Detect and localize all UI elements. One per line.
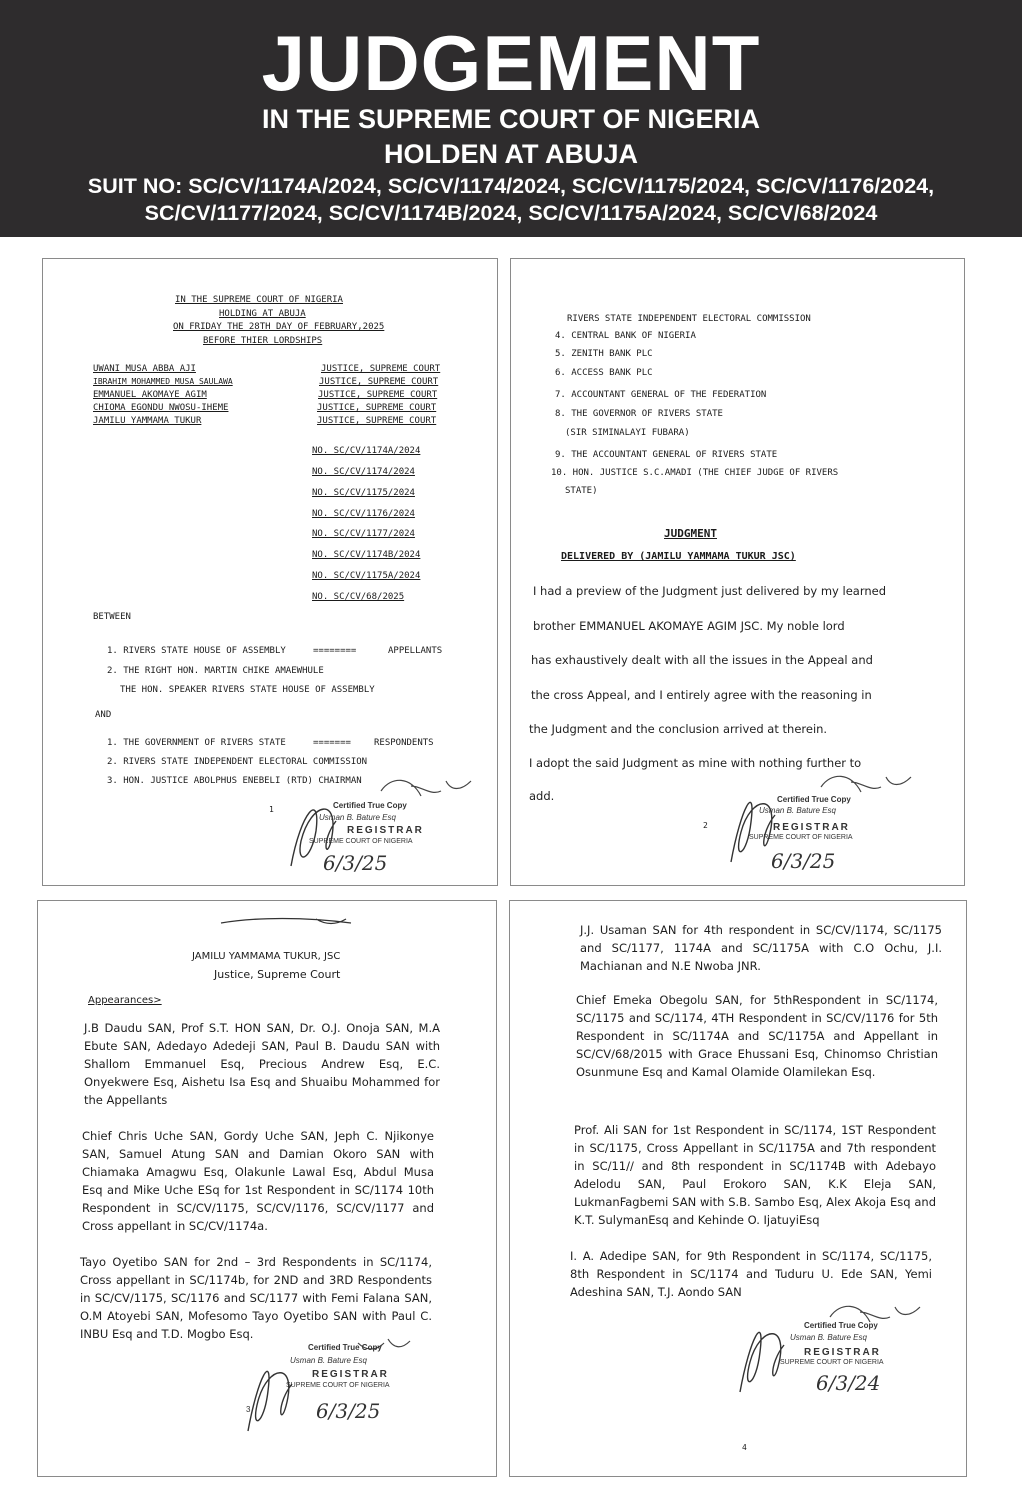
judge-title: JUSTICE, SUPREME COURT (317, 403, 437, 413)
certified-stamp (228, 1321, 458, 1471)
judgment-text-line: the Judgment and the conclusion arrived at therein. (529, 722, 828, 736)
page-number: 3 (246, 1405, 251, 1414)
stamp-line-2: Usman B. Bature Esq (759, 806, 836, 815)
stamp-line-1: Certified True Copy (333, 801, 407, 810)
stamp-line-3: REGISTRAR (347, 825, 424, 836)
appellants-label: APPELLANTS (388, 646, 443, 656)
suit-number: NO. SC/CV/1177/2024 (312, 529, 415, 539)
and-label: AND (95, 710, 112, 720)
stamp-line-4: SUPREME COURT OF NIGERIA (780, 1359, 884, 1366)
suit-number: NO. SC/CV/68/2025 (312, 592, 405, 602)
suit-number: NO. SC/CV/1176/2024 (312, 509, 415, 519)
page-number: 1 (269, 805, 274, 814)
suit-number: NO. SC/CV/1175A/2024 (312, 571, 421, 581)
suit-number: NO. SC/CV/1175/2024 (312, 488, 415, 498)
p1-heading-line: HOLDING AT ABUJA (219, 309, 306, 319)
appearance-paragraph: Prof. Ali SAN for 1st Respondent in SC/1174, 1ST Respondent in SC/1175, Cross Appellant in SC/1175A and 7th respondent in SC/11// and 8th respondent in SC/1174B with Adebayo Adelodu SAN, Paul Erokoro SAN, K.K Eleja SAN, LukmanFagbemi SAN with S.B. Sambo Esq, Alex Akoja Esq and K.T. SulymanEsq and Kehinde O. IjatuyiEsq (574, 1123, 936, 1227)
signature-stroke (216, 913, 356, 929)
stamp-line-4: SUPREME COURT OF NIGERIA (749, 834, 853, 841)
appearance-paragraph: Chief Chris Uche SAN, Gordy Uche SAN, Jeph C. Njikonye SAN, Samuel Atung SAN and Damian Okoro SAN with Chiamaka Amagwu Esq, Olakunle Lawal Esq, Abdul Musa Esq and Mike Uche ESq for 1st Respondent in SC/1174 10th Respondent in SC/CV/1175, SC/CV/1176, SC/CV/1177 and Cross appellant in SC/CV/1174a. (82, 1129, 434, 1233)
banner-holden: HOLDEN AT ABUJA (384, 139, 638, 169)
party-line: 4. CENTRAL BANK OF NIGERIA (555, 331, 696, 341)
judge-title: JUSTICE, SUPREME COURT (319, 377, 439, 387)
delivered-by: DELIVERED BY (JAMILU YAMMAMA TUKUR JSC) (561, 551, 796, 562)
p1-heading-line: BEFORE THIER LORDSHIPS (203, 336, 323, 346)
page-number: 4 (742, 1443, 747, 1452)
banner-title: JUDGEMENT (261, 19, 761, 107)
respondents-dashes: ======= (313, 738, 351, 748)
appearance-paragraph: Tayo Oyetibo SAN for 2nd – 3rd Respondents in SC/1174, Cross appellant in SC/1174b, for 2ND and 3RD Respondents in SC/CV/1175, SC/1176 and SC/1177 with Femi Falana SAN, O.M Atoyebi SAN, Mofesomo Tayo Oyetibo SAN with Paul C. INBU Esq and T.D. Mogbo Esq. (80, 1255, 432, 1341)
stamp-line-2: Usman B. Bature Esq (319, 813, 396, 822)
judge-name: CHIOMA EGONDU NWOSU-IHEME (93, 403, 229, 413)
party-line: (SIR SIMINALAYI FUBARA) (565, 428, 690, 438)
stamp-line-1: Certified True Copy (777, 795, 851, 804)
respondent-line: 3. HON. JUSTICE ABOLPHUS ENEBELI (RTD) CHAIRMAN (107, 776, 362, 786)
appellant-line: THE HON. SPEAKER RIVERS STATE HOUSE OF ASSEMBLY (120, 685, 375, 695)
signatory-name: JAMILU YAMMAMA TUKUR, JSC (192, 951, 341, 962)
appearance-paragraph: I. A. Adedipe SAN, for 9th Respondent in SC/1174, SC/1175, 8th Respondent in SC/1174 and Tuduru U. Ede SAN, Yemi Adeshina SAN, T.J. Aondo SAN (570, 1249, 932, 1299)
suit-number: NO. SC/CV/1174A/2024 (312, 446, 421, 456)
judge-title: JUSTICE, SUPREME COURT (317, 416, 437, 426)
stamp-date: 6/3/25 (316, 1399, 381, 1423)
appearance-paragraph: J.B Daudu SAN, Prof S.T. HON SAN, Dr. O.J. Onoja SAN, M.A Ebute SAN, Adedayo Adedeji SAN, Paul B. Daudu SAN with Shallom Emmanuel Esq, Precious Andrew Esq, E.C. Onyekwere Esq, Aishetu Isa Esq and Shuaibu Mohammed for the Appellants (84, 1021, 440, 1107)
certified-stamp (711, 767, 931, 879)
judgment-text-line: I had a preview of the Judgment just delivered by my learned (533, 584, 887, 598)
signatory-title: Justice, Supreme Court (214, 968, 341, 981)
appellant-line: 2. THE RIGHT HON. MARTIN CHIKE AMAEWHULE (107, 666, 324, 676)
stamp-line-4: SUPREME COURT OF NIGERIA (286, 1382, 390, 1389)
judge-name: JAMILU YAMMAMA TUKUR (93, 416, 202, 426)
certified-stamp (261, 771, 481, 881)
appearance-paragraph: Chief Emeka Obegolu SAN, for 5thRespondent in SC/1174, SC/1175 and SC/1174, 4TH Respondent in SC/CV/1176 for 5th Respondent in SC/1174A and SC/1175A and Appellant in SC/CV/68/2015 with Grace Ehussani Esq, Chinomso Christian Osunmune Esq and Kamal Olamide Olamilekan Esq. (576, 993, 938, 1079)
judge-title: JUSTICE, SUPREME COURT (321, 364, 441, 374)
suit-number: NO. SC/CV/1174B/2024 (312, 550, 421, 560)
document-page-2 (510, 258, 965, 886)
appearance-paragraph: J.J. Usaman SAN for 4th respondent in SC/CV/1174, SC/1175 and SC/1177, 1174A and SC/1175A with C.O Ochu, J.I. Machianan and N.E Nwoba JNR. (580, 923, 942, 973)
document-page-1 (42, 258, 498, 886)
appellant-line: 1. RIVERS STATE HOUSE OF ASSEMBLY (107, 646, 286, 656)
judge-name: UWANI MUSA ABBA AJI (93, 364, 196, 374)
stamp-line-2: Usman B. Bature Esq (790, 1333, 867, 1342)
party-line: 7. ACCOUNTANT GENERAL OF THE FEDERATION (555, 390, 767, 400)
stamp-date: 6/3/24 (816, 1371, 881, 1395)
judgment-text-line: has exhaustively dealt with all the issues in the Appeal and (531, 653, 873, 667)
stamp-line-4: SUPREME COURT OF NIGERIA (309, 838, 413, 845)
page-number: 2 (703, 821, 708, 830)
judgment-text-line: add. (529, 789, 555, 803)
banner-court: IN THE SUPREME COURT OF NIGERIA (261, 104, 761, 134)
appearances-label: Appearances> (88, 995, 162, 1006)
stamp-date: 6/3/25 (771, 849, 836, 873)
stamp-date: 6/3/25 (323, 851, 388, 875)
respondent-line: 1. THE GOVERNMENT OF RIVERS STATE (107, 738, 286, 748)
judge-name: IBRAHIM MOHAMMED MUSA SAULAWA (93, 377, 233, 386)
between-label: BETWEEN (93, 612, 131, 622)
document-page-4 (509, 900, 967, 1477)
stamp-line-3: REGISTRAR (312, 1369, 389, 1380)
banner-suit-line-1: SUIT NO: SC/CV/1174A/2024, SC/CV/1174/2024, SC/CV/1175/2024, SC/CV/1176/2024, (87, 174, 935, 198)
banner-suit-line-2: SC/CV/1177/2024, SC/CV/1174B/2024, SC/CV/1175A/2024, SC/CV/68/2024 (144, 201, 878, 225)
judgment-title: JUDGMENT (664, 527, 717, 540)
stamp-line-3: REGISTRAR (773, 822, 850, 833)
certified-stamp (720, 1297, 950, 1427)
party-line: 10. HON. JUSTICE S.C.AMADI (THE CHIEF JUDGE OF RIVERS (551, 468, 839, 478)
stamp-line-2: Usman B. Bature Esq (290, 1356, 367, 1365)
party-line: 6. ACCESS BANK PLC (555, 368, 653, 378)
p1-heading-line: ON FRIDAY THE 28TH DAY OF FEBRUARY,2025 (173, 322, 385, 332)
party-line: 5. ZENITH BANK PLC (555, 349, 653, 359)
appellants-dashes: ======== (313, 646, 357, 656)
judge-title: JUSTICE, SUPREME COURT (318, 390, 438, 400)
party-line: RIVERS STATE INDEPENDENT ELECTORAL COMMISSION (567, 314, 811, 324)
judge-name: EMMANUEL AKOMAYE AGIM (93, 390, 207, 400)
judgment-text-line: I adopt the said Judgment as mine with nothing further to (529, 756, 862, 770)
stamp-line-3: REGISTRAR (804, 1347, 881, 1358)
suit-number: NO. SC/CV/1174/2024 (312, 467, 415, 477)
stamp-line-1: Certified True Copy (804, 1321, 878, 1330)
judgment-text-line: the cross Appeal, and I entirely agree with the reasoning in (531, 688, 872, 702)
document-page-3 (37, 900, 497, 1477)
party-line: 8. THE GOVERNOR OF RIVERS STATE (555, 409, 723, 419)
party-line: STATE) (565, 486, 598, 496)
stamp-line-1: Certified True Copy (308, 1343, 382, 1352)
party-line: 9. THE ACCOUNTANT GENERAL OF RIVERS STATE (555, 450, 778, 460)
respondents-label: RESPONDENTS (374, 738, 434, 748)
respondent-line: 2. RIVERS STATE INDEPENDENT ELECTORAL COMMISSION (107, 757, 368, 767)
judgment-text-line: brother EMMANUEL AKOMAYE AGIM JSC. My noble lord (533, 619, 845, 633)
header-banner (0, 0, 1022, 237)
p1-heading-line: IN THE SUPREME COURT OF NIGERIA (175, 295, 343, 305)
